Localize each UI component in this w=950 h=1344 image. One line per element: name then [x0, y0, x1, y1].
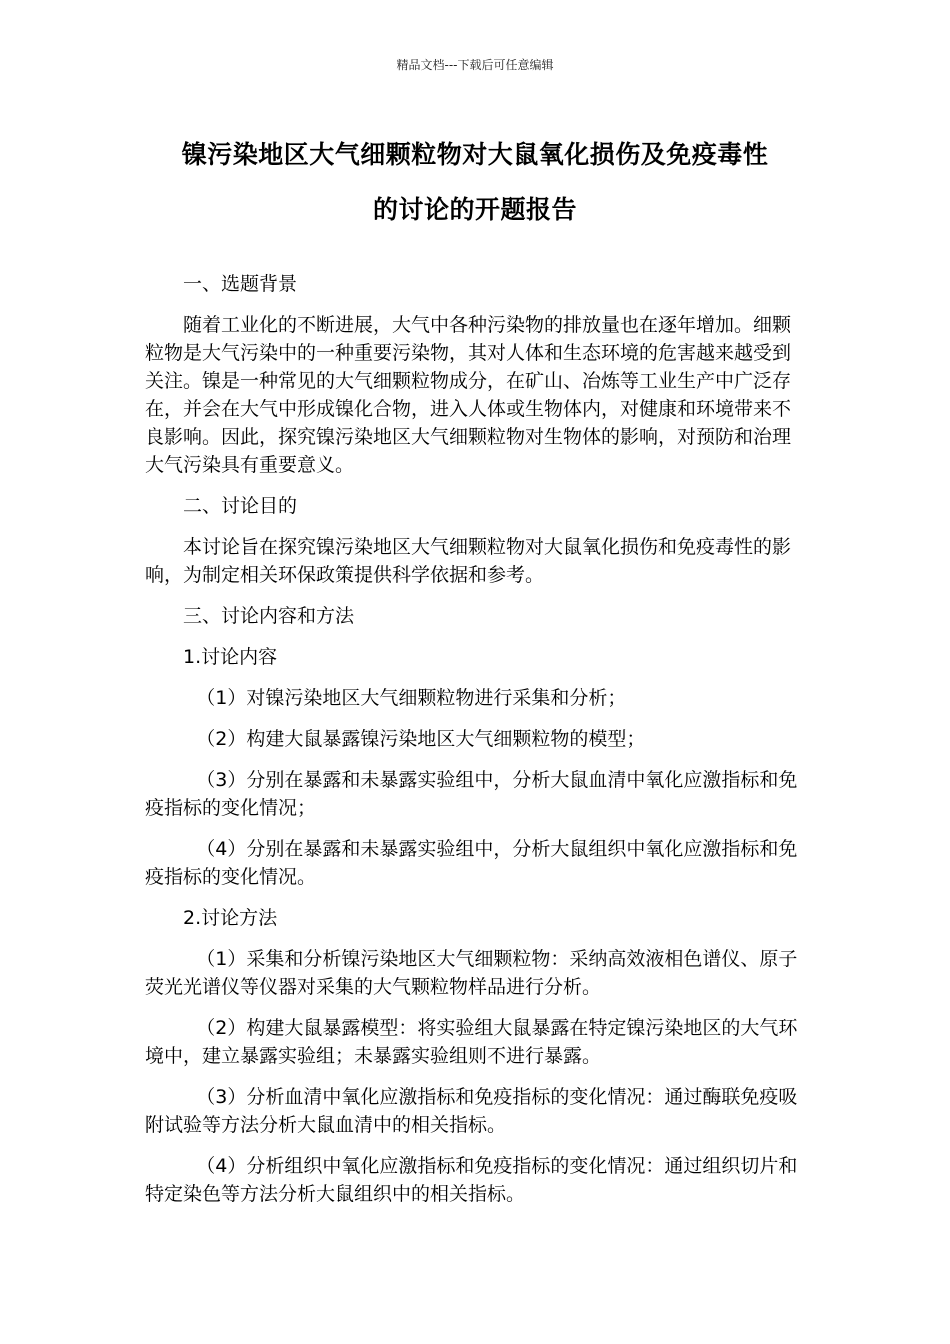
background-paragraph: 随着工业化的不断进展，大气中各种污染物的排放量也在逐年增加。细颗粒物是大气污染中的一种重要污染物，其对人体和生态环境的危害越来越受到关注。镍是一种常见的大气细颗粒物成分，在矿山、冶炼等工业生产中广泛存在，并会在大气中形成镍化合物，进入人体或生物体内，对健康和环境带来不良影响。因此，探究镍污染地区大气细颗粒物对生物体的影响，对预防和治理大气污染具有重要意义。	[145, 314, 792, 476]
subheading-content: 1.讨论内容	[183, 646, 278, 668]
section-heading-content-methods: 三、讨论内容和方法	[183, 605, 355, 627]
content-item: （3）分别在暴露和未暴露实验组中，分析大鼠血清中氧化应激指标和免疫指标的变化情况；	[145, 769, 798, 819]
content-item: （1）对镍污染地区大气细颗粒物进行采集和分析；	[196, 687, 627, 709]
method-item: （1）采集和分析镍污染地区大气细颗粒物：采纳高效液相色谱仪、原子荧光光谱仪等仪器对采集的大气颗粒物样品进行分析。	[145, 948, 798, 998]
method-item: （3）分析血清中氧化应激指标和免疫指标的变化情况：通过酶联免疫吸附试验等方法分析大鼠血清中的相关指标。	[145, 1086, 798, 1136]
section-heading-purpose: 二、讨论目的	[183, 495, 298, 517]
header-note: 精品文档---下载后可任意编辑	[396, 58, 554, 72]
method-item: （4）分析组织中氧化应激指标和免疫指标的变化情况：通过组织切片和特定染色等方法分析大鼠组织中的相关指标。	[145, 1155, 798, 1205]
subheading-methods: 2.讨论方法	[183, 907, 278, 929]
document-title-line-1: 镍污染地区大气细颗粒物对大鼠氧化损伤及免疫毒性	[181, 140, 769, 169]
method-item: （2）构建大鼠暴露模型：将实验组大鼠暴露在特定镍污染地区的大气环境中，建立暴露实验组；未暴露实验组则不进行暴露。	[145, 1017, 798, 1067]
section-heading-background: 一、选题背景	[183, 273, 298, 295]
document-body	[145, 270, 807, 1221]
content-item: （2）构建大鼠暴露镍污染地区大气细颗粒物的模型；	[196, 728, 646, 750]
document-title-line-2: 的讨论的开题报告	[372, 195, 577, 224]
purpose-paragraph: 本讨论旨在探究镍污染地区大气细颗粒物对大鼠氧化损伤和免疫毒性的影响，为制定相关环保政策提供科学依据和参考。	[145, 536, 792, 586]
content-item: （4）分别在暴露和未暴露实验组中，分析大鼠组织中氧化应激指标和免疫指标的变化情况。	[145, 838, 798, 888]
